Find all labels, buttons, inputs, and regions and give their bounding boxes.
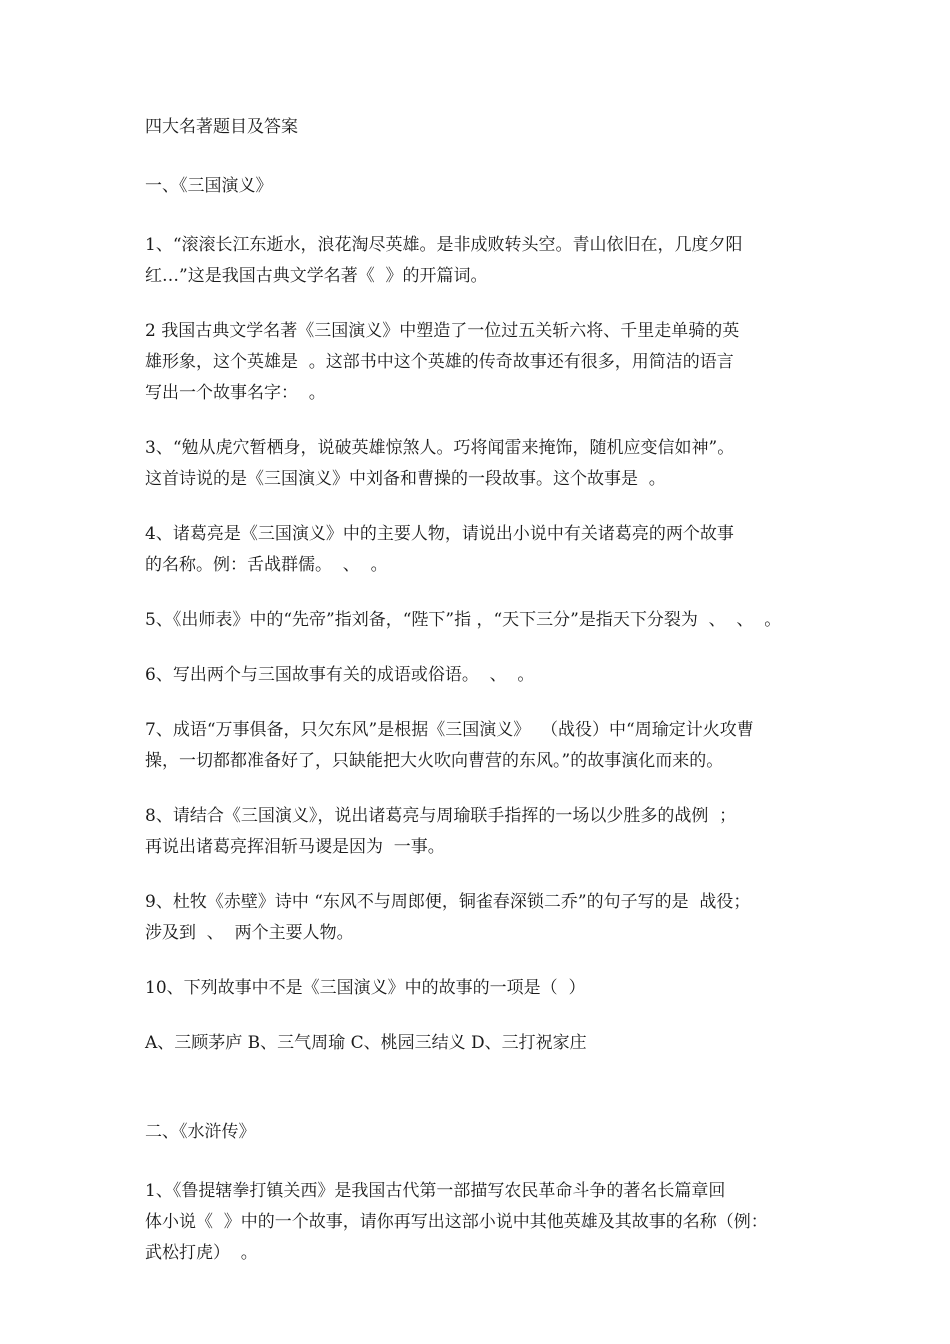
question-paragraph <box>145 605 810 636</box>
paragraph-line: 雄形象，这个英雄是 。这部书中这个英雄的传奇故事还有很多，用简洁的语言 <box>145 352 734 372</box>
question-paragraph <box>145 433 810 495</box>
question-paragraph <box>145 316 810 409</box>
paragraph-line: 5、《出师表》中的“先帝”指刘备，“陛下”指 ，“天下三分”是指天下分裂为 、 、 。 <box>145 610 782 630</box>
paragraph-line: 8、请结合《三国演义》，说出诸葛亮与周瑜联手指挥的一场以少胜多的战例 ； <box>145 806 737 826</box>
paragraph-line: 1、《鲁提辖拳打镇关西》是我国古代第一部描写农民革命斗争的著名长篇章回 <box>145 1181 726 1201</box>
question-paragraph <box>145 1028 810 1059</box>
question-paragraph <box>145 801 810 863</box>
paragraph-line: 2 我国古典文学名著《三国演义》中塑造了一位过五关斩六将、千里走单骑的英 <box>145 321 740 341</box>
document-body <box>145 112 810 1269</box>
paragraph-line: 7、成语“万事俱备，只欠东风”是根据《三国演义》 （战役）中“周瑜定计火攻曹 <box>145 720 754 740</box>
section-heading: 一、《三国演义》 <box>145 176 273 196</box>
paragraph-line: 体小说《 》中的一个故事，请你再写出这部小说中其他英雄及其故事的名称（例： <box>145 1212 768 1232</box>
question-paragraph <box>145 887 810 949</box>
question-paragraph <box>145 715 810 777</box>
paragraph-line: 6、写出两个与三国故事有关的成语或俗语。 、 。 <box>145 665 535 685</box>
question-paragraph <box>145 1176 810 1269</box>
paragraph-line: 4、诸葛亮是《三国演义》中的主要人物，请说出小说中有关诸葛亮的两个故事 <box>145 524 734 544</box>
paragraph-line: 涉及到 、 两个主要人物。 <box>145 923 354 943</box>
question-paragraph <box>145 973 810 1004</box>
paragraph-line: 这首诗说的是《三国演义》中刘备和曹操的一段故事。这个故事是 。 <box>145 469 666 489</box>
paragraph-line: 的名称。例：舌战群儒。 、 。 <box>145 555 388 575</box>
paragraph-line: 红…”这是我国古典文学名著《 》的开篇词。 <box>145 266 488 286</box>
paragraph-line: 9、杜牧《赤壁》诗中 “东风不与周郎便，铜雀春深锁二乔”的句子写的是 战役； <box>145 892 751 912</box>
paragraph-line: A、三顾茅庐 B、三气周瑜 C、桃园三结义 D、三打祝家庄 <box>145 1033 587 1053</box>
section-heading: 二、《水浒传》 <box>145 1122 256 1142</box>
question-paragraph <box>145 519 810 581</box>
paragraph-line: 再说出诸葛亮挥泪斩马谡是因为 一事。 <box>145 837 445 857</box>
document-title: 四大名著题目及答案 <box>145 117 298 137</box>
paragraph-line: 写出一个故事名字： 。 <box>145 383 326 403</box>
question-paragraph <box>145 660 810 691</box>
question-paragraph <box>145 230 810 292</box>
paragraph-line: 3、“勉从虎穴暂栖身，说破英雄惊煞人。巧将闻雷来掩饰，随机应变信如神”。 <box>145 438 735 458</box>
paragraph-line: 1、“滚滚长江东逝水，浪花淘尽英雄。是非成败转头空。青山依旧在，几度夕阳 <box>145 235 743 255</box>
paragraph-line: 操，一切都都准备好了，只缺能把大火吹向曹营的东风。”的故事演化而来的。 <box>145 751 724 771</box>
paragraph-line: 武松打虎） 。 <box>145 1243 258 1263</box>
paragraph-line: 10、下列故事中不是《三国演义》中的故事的一项是（ ） <box>145 978 586 998</box>
